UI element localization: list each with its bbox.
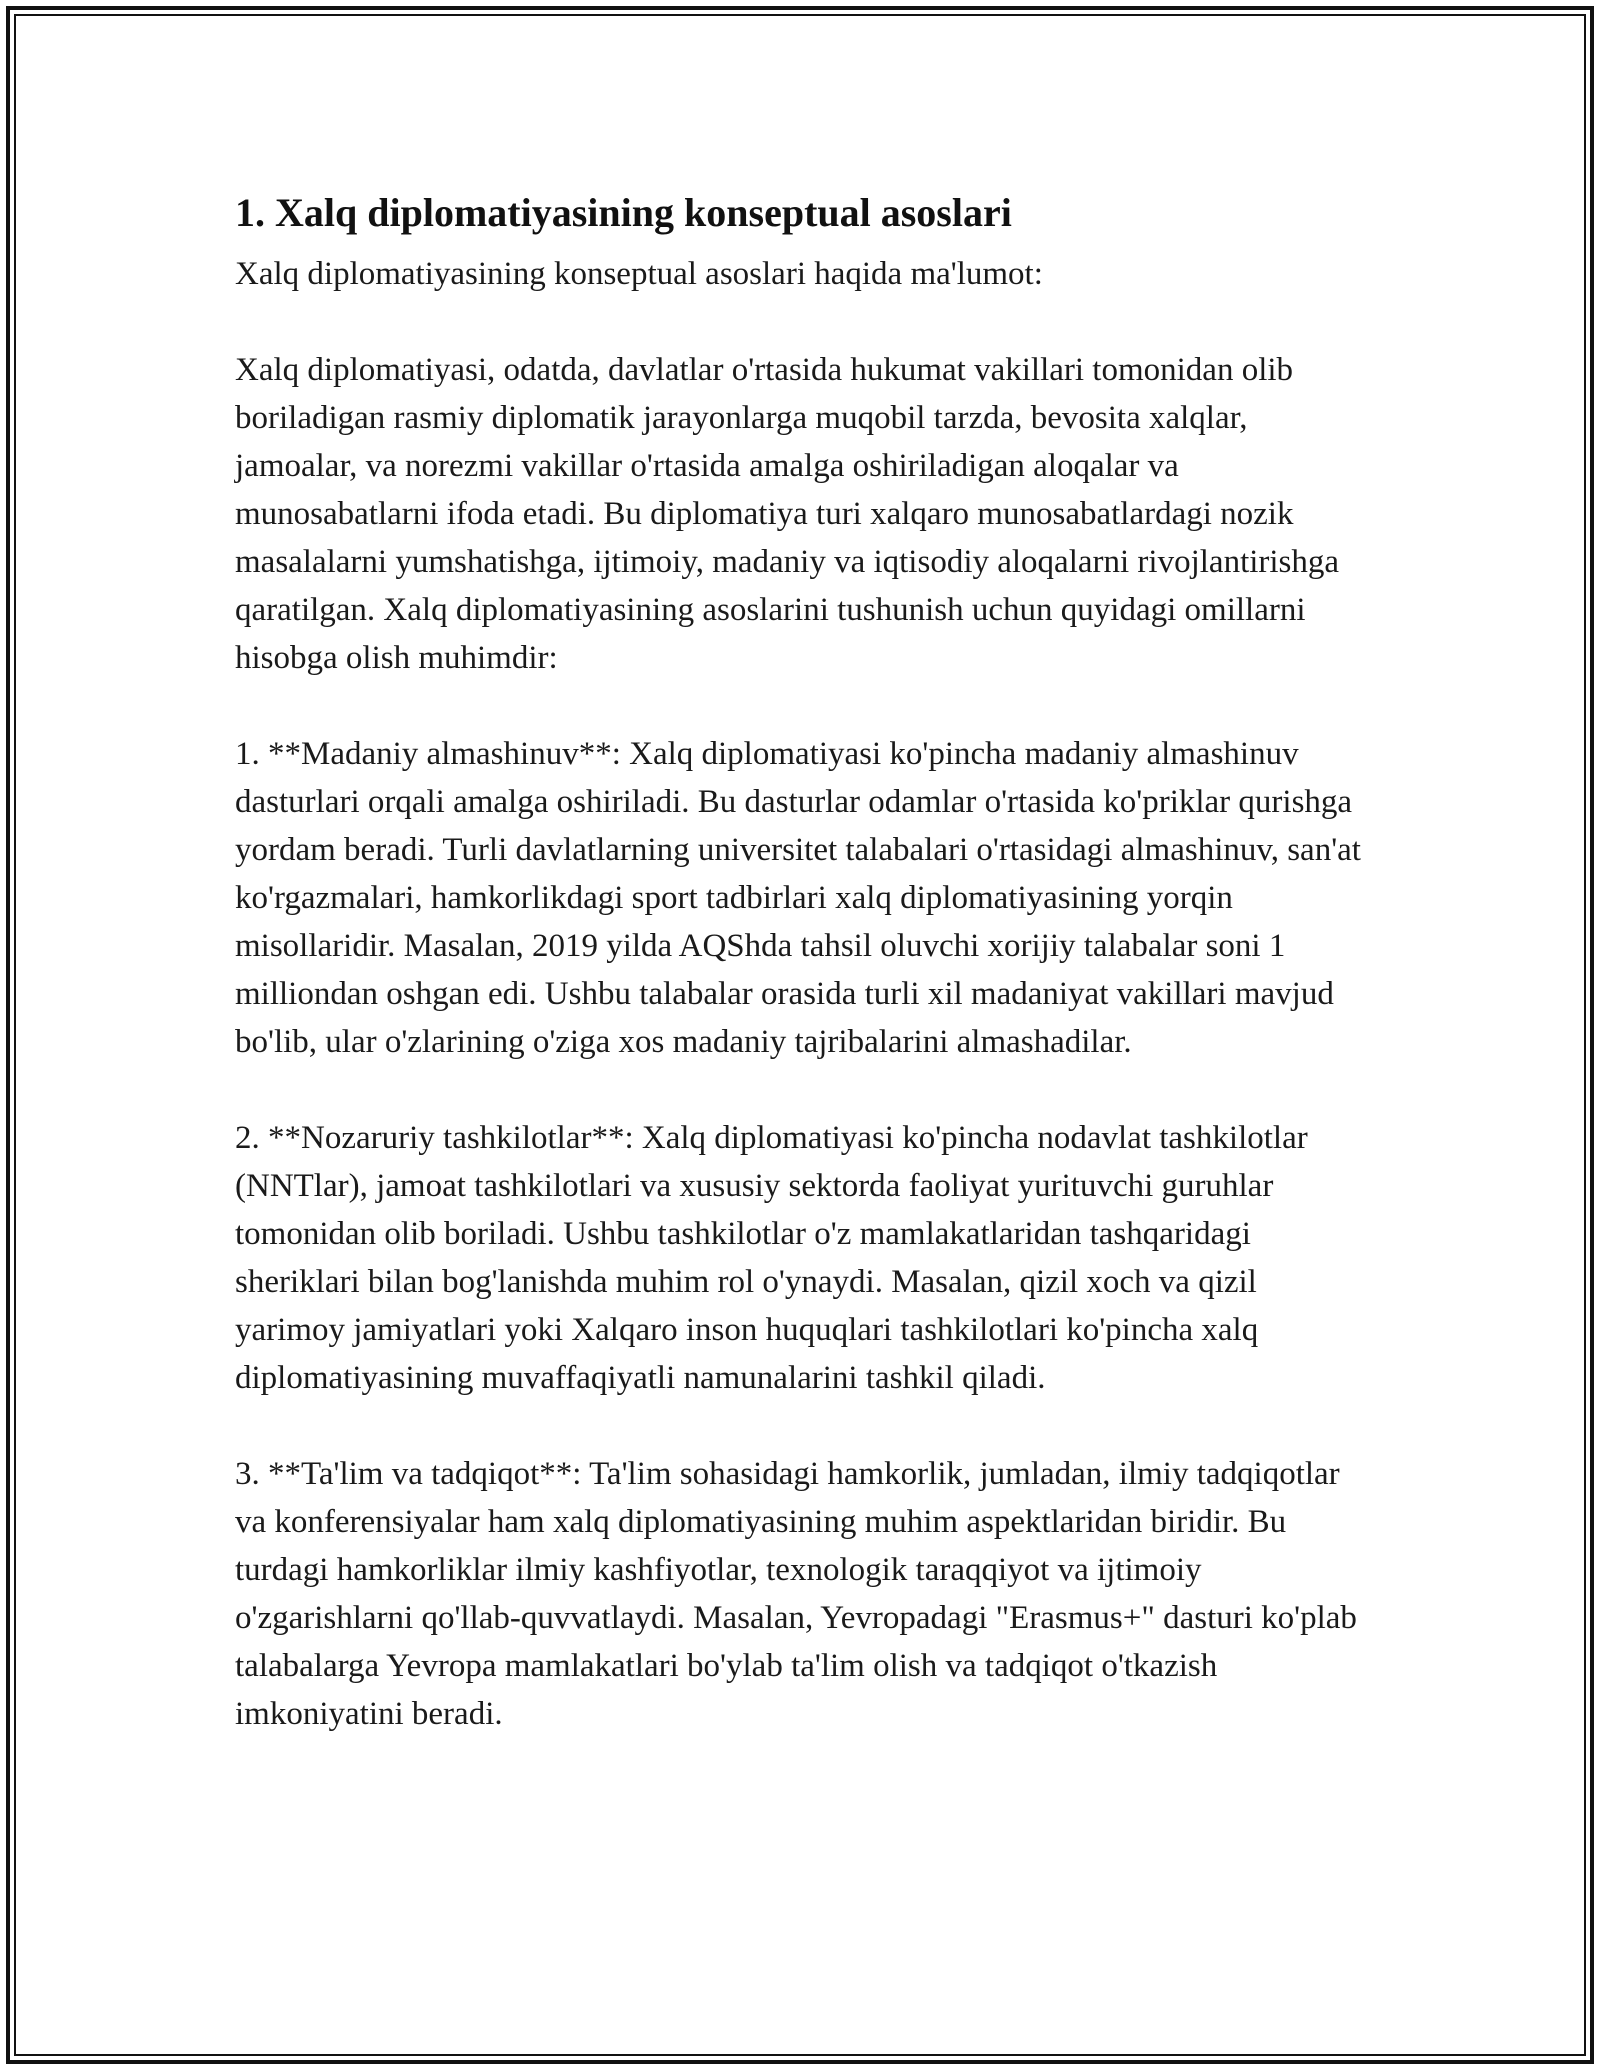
paragraph-organizations: 2. **Nozaruriy tashkilotlar**: Xalq diplomatiyasi ko'pincha nodavlat tashkilotlar (NNTlar), jamoat tashkilotlari va xususiy sektorda faoliyat yurituvchi guruhlar tomonidan olib boriladi. Ushbu tashkilotlar o'z mamlakatlaridan tashqaridagi sheriklari bilan bog'lanishda muhim rol o'ynaydi. Masalan, qizil xoch va qizil yarimoy jamiyatlari yoki Xalqaro inson huquqlari tashkilotlari ko'pincha xalq diplomatiyasining muvaffaqiyatli namunalarini tashkil qiladi. xyxy=(235,1120,1308,1396)
paragraph-cultural-exchange: 1. **Madaniy almashinuv**: Xalq diplomatiyasi ko'pincha madaniy almashinuv dasturlari orqali amalga oshiriladi. Bu dasturlar odamlar o'rtasida ko'priklar qurishga yordam beradi. Turli davlatlarning universitet talabalari o'rtasidagi almashinuv, san'at ko'rgazmalari, hamkorlikdagi sport tadbirlari xalq diplomatiyasining yorqin misollaridir. Masalan, 2019 yilda AQShda tahsil oluvchi xorijiy talabalar soni 1 milliondan oshgan edi. Ushbu talabalar orasida turli xil madaniyat vakillari mavjud bo'lib, ular o'zlarining o'ziga xos madaniy tajribalarini almashadilar. xyxy=(235,736,1361,1060)
intro-paragraph: Xalq diplomatiyasining konseptual asoslari haqida ma'lumot: xyxy=(235,256,1043,292)
document-heading: 1. Xalq diplomatiyasining konseptual asoslari xyxy=(235,190,1012,235)
document-body xyxy=(235,188,1375,1738)
paragraph-education-research: 3. **Ta'lim va tadqiqot**: Ta'lim sohasidagi hamkorlik, jumladan, ilmiy tadqiqotlar va konferensiyalar ham xalq diplomatiyasining muhim aspektlaridan biridir. Bu turdagi hamkorliklar ilmiy kashfiyotlar, texnologik taraqqiyot va ijtimoiy o'zgarishlarni qo'llab-quvvatlaydi. Masalan, Yevropadagi "Erasmus+" dasturi ko'plab talabalarga Yevropa mamlakatlari bo'ylab ta'lim olish va tadqiqot o'tkazish imkoniyatini beradi. xyxy=(235,1456,1357,1732)
paragraph-overview: Xalq diplomatiyasi, odatda, davlatlar o'rtasida hukumat vakillari tomonidan olib boriladigan rasmiy diplomatik jarayonlarga muqobil tarzda, bevosita xalqlar, jamoalar, va norezmi vakillar o'rtasida amalga oshiriladigan aloqalar va munosabatlarni ifoda etadi. Bu diplomatiya turi xalqaro munosabatlardagi nozik masalalarni yumshatishga, ijtimoiy, madaniy va iqtisodiy aloqalarni rivojlantirishga qaratilgan. Xalq diplomatiyasining asoslarini tushunish uchun quyidagi omillarni hisobga olish muhimdir: xyxy=(235,352,1340,676)
